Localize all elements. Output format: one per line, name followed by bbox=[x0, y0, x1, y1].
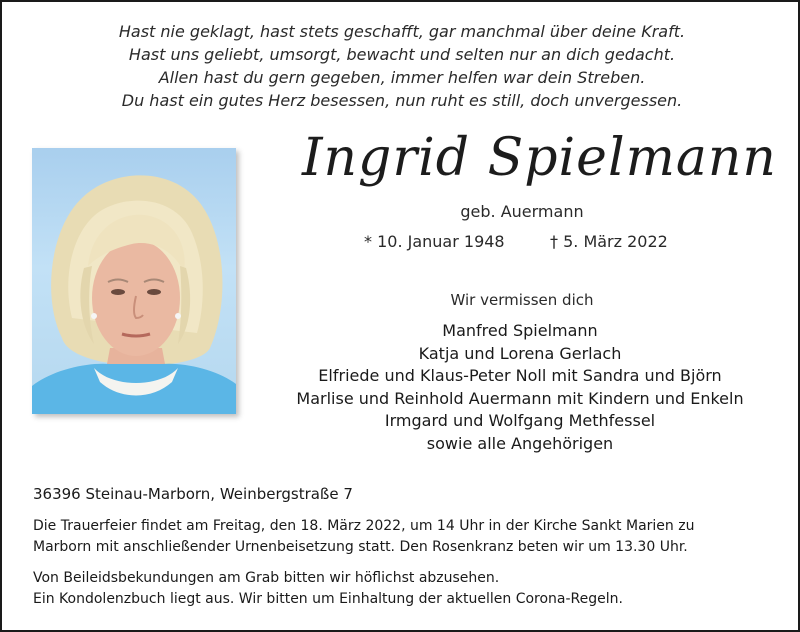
poem-line: Allen hast du gern gegeben, immer helfen war dein Streben. bbox=[158, 68, 646, 87]
mourner-line: Elfriede und Klaus-Peter Noll mit Sandra und Björn bbox=[318, 366, 722, 385]
deceased-name: Ingrid Spielmann bbox=[302, 128, 777, 188]
mourners-intro: Wir vermissen dich bbox=[450, 291, 594, 309]
condolence-notice-line: Ein Kondolenzbuch liegt aus. Wir bitten um Einhaltung der aktuellen Corona-Regeln. bbox=[33, 591, 623, 607]
mourner-line: Irmgard und Wolfgang Methfessel bbox=[384, 411, 656, 430]
condolence-notice bbox=[33, 568, 778, 610]
poem-line: Hast uns geliebt, umsorgt, bewacht und selten nur an dich gedacht. bbox=[128, 45, 676, 64]
portrait-photo bbox=[32, 148, 236, 414]
birth-date: * 10. Januar 1948 bbox=[364, 232, 505, 251]
mourner-line: Marlise und Reinhold Auermann mit Kindern und Enkeln bbox=[296, 388, 744, 408]
life-dates bbox=[302, 232, 742, 252]
condolence-notice-line: Von Beileidsbekundungen am Grab bitten wir höflichst abzusehen. bbox=[33, 570, 500, 586]
funeral-notice-line: Die Trauerfeier findet am Freitag, den 18. März 2022, um 14 Uhr in der Kirche Sankt Marien zu bbox=[33, 518, 695, 534]
mourner-line: sowie alle Angehörigen bbox=[426, 433, 614, 453]
mourner-line: Manfred Spielmann bbox=[442, 321, 598, 340]
death-date: † 5. März 2022 bbox=[550, 232, 668, 251]
funeral-notice bbox=[33, 516, 778, 558]
mourner-line: Katja und Lorena Gerlach bbox=[418, 343, 622, 363]
maiden-name: geb. Auermann bbox=[460, 202, 584, 221]
funeral-notice-line: Marborn mit anschließender Urnenbeisetzung statt. Den Rosenkranz beten wir um 13.30 Uhr. bbox=[33, 539, 688, 555]
mourners-list bbox=[260, 320, 780, 455]
family-address: 36396 Steinau-Marborn, Weinbergstraße 7 bbox=[33, 485, 353, 503]
memorial-poem bbox=[2, 20, 800, 112]
portrait-illustration bbox=[32, 148, 236, 414]
poem-line: Hast nie geklagt, hast stets geschafft, gar manchmal über deine Kraft. bbox=[118, 22, 686, 41]
poem-line: Du hast ein gutes Herz besessen, nun ruht es still, doch unvergessen. bbox=[121, 91, 683, 110]
